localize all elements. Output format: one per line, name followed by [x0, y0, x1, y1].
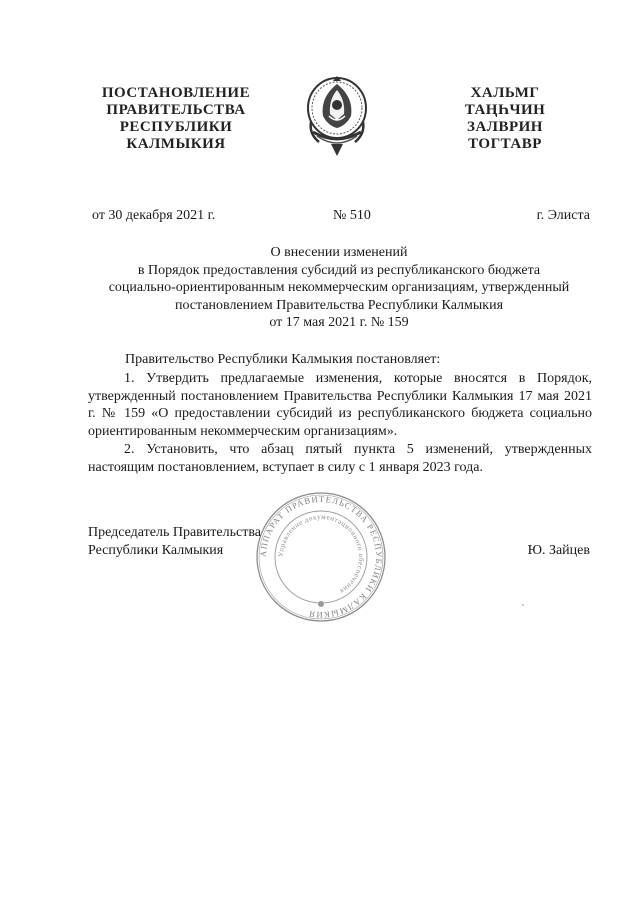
document-title [88, 244, 590, 332]
title-line: социально-ориентированным некоммерческим организациям, утвержденный [108, 280, 570, 295]
scan-speck [522, 604, 524, 606]
header-left-line: ПРАВИТЕЛЬСТВА [106, 102, 246, 118]
header-right-line: ТОГТАВР [468, 136, 542, 152]
header-right-line: ЗАЛВРИН [467, 119, 543, 135]
coat-of-arms-emblem [305, 72, 369, 158]
stamp-inner-text: Управление документационного обеспечения [276, 512, 366, 596]
document-body [88, 351, 592, 477]
title-line: в Порядок предоставления субсидий из республиканского бюджета [137, 262, 541, 278]
body-intro: Правительство Республики Калмыкия постановляет: [125, 352, 441, 367]
document-city: г. Элиста [536, 208, 590, 223]
document-meta-row [92, 208, 590, 226]
stamp-outer-text: АППАРАТ ПРАВИТЕЛЬСТВА РЕСПУБЛИКИ КАЛМЫКИЯ [257, 493, 385, 621]
header-right-line: ХАЛЬМГ [470, 85, 540, 101]
title-line: О внесении изменений [270, 245, 408, 260]
document-date: от 30 декабря 2021 г. [92, 208, 216, 223]
title-line: постановлением Правительства Республики Калмыкия [174, 297, 504, 313]
document-number: № 510 [333, 208, 371, 223]
signatory-title-line: Республики Калмыкия [88, 542, 224, 558]
header-right-line: ТАҢҺЧИН [464, 102, 546, 118]
title-line: от 17 мая 2021 г. № 159 [269, 315, 409, 330]
body-paragraph-1: 1. Утвердить предлагаемые изменения, которые вносятся в Порядок, утвержденный постановлением Правительства Республики Калмыкия 17 мая 2021 г. № 159 «О предоставлении субсидий из республиканского бюджета социально ориентированным некоммерческим организациям». [88, 370, 592, 440]
signature-block [88, 524, 592, 560]
header-right-title [455, 85, 555, 153]
header-left-line: ПОСТАНОВЛЕНИЕ [101, 85, 251, 101]
header-left-line: РЕСПУБЛИКИ [119, 119, 233, 135]
signatory-title-line: Председатель Правительства [88, 525, 261, 540]
signatory-name: Ю. Зайцев [527, 542, 590, 558]
header-left-line: КАЛМЫКИЯ [126, 136, 226, 152]
body-paragraph-2: 2. Установить, что абзац пятый пункта 5 изменений, утвержденных настоящим постановлением, вступает в силу с 1 января 2023 года. [88, 441, 592, 475]
header-left-title [92, 85, 260, 153]
